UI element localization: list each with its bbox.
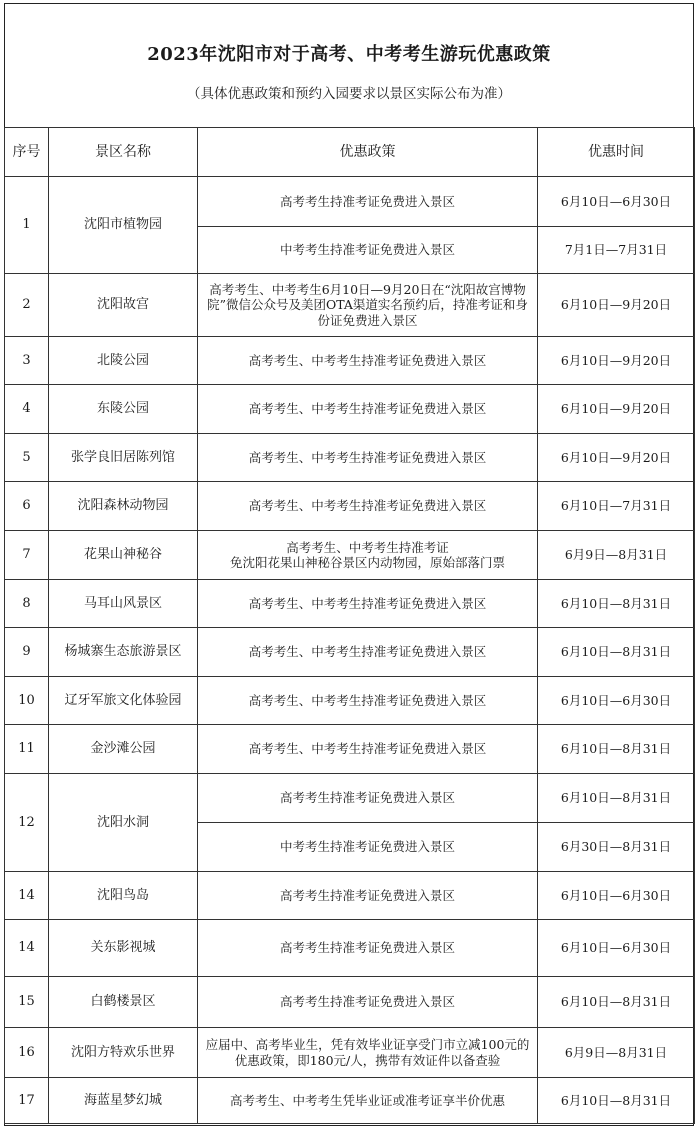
cell-time: 6月10日—8月31日 xyxy=(538,580,695,628)
cell-time: 6月10日—6月30日 xyxy=(538,920,695,977)
cell-time: 6月10日—8月31日 xyxy=(538,774,695,823)
cell-no: 15 xyxy=(5,977,49,1028)
cell-no: 8 xyxy=(5,580,49,628)
table-row xyxy=(5,977,695,1028)
table-row xyxy=(5,337,695,385)
page-title: 2023年沈阳市对于高考、中考考生游玩优惠政策 xyxy=(147,44,551,65)
cell-policy: 高考考生持准考证免费进入景区 xyxy=(198,774,538,823)
header-no: 序号 xyxy=(5,128,49,177)
table-row xyxy=(5,434,695,482)
cell-name: 白鹤楼景区 xyxy=(49,977,198,1028)
table-row xyxy=(5,677,695,725)
cell-name: 关东影视城 xyxy=(49,920,198,977)
cell-name: 沈阳故宫 xyxy=(49,274,198,337)
cell-policy: 高考考生、中考考生持准考证免费进入景区 xyxy=(198,580,538,628)
discount-policy-table xyxy=(4,127,695,1124)
cell-policy xyxy=(198,531,538,580)
cell-policy: 高考考生持准考证免费进入景区 xyxy=(198,177,538,227)
cell-name: 金沙滩公园 xyxy=(49,725,198,774)
header-name: 景区名称 xyxy=(49,128,198,177)
table-row xyxy=(5,774,695,823)
cell-policy: 高考考生持准考证免费进入景区 xyxy=(198,977,538,1028)
cell-no: 9 xyxy=(5,628,49,677)
cell-name: 沈阳森林动物园 xyxy=(49,482,198,531)
cell-time: 6月9日—8月31日 xyxy=(538,1028,695,1078)
table-row xyxy=(5,385,695,434)
cell-policy: 高考考生、中考考生持准考证免费进入景区 xyxy=(198,434,538,482)
cell-name: 海蓝星梦幻城 xyxy=(49,1078,198,1124)
cell-policy: 应届中、高考毕业生，凭有效毕业证享受门市立减100元的优惠政策，即180元/人，携带有效证件以备查验 xyxy=(198,1028,538,1078)
cell-policy: 高考考生、中考考生凭毕业证或准考证享半价优惠 xyxy=(198,1078,538,1124)
cell-policy: 高考考生、中考考生6月10日—9月20日在“沈阳故宫博物院”微信公众号及美团OTA渠道实名预约后，持准考证和身份证免费进入景区 xyxy=(198,274,538,337)
table-row xyxy=(5,177,695,227)
cell-time: 6月10日—7月31日 xyxy=(538,482,695,531)
page-subtitle: （具体优惠政策和预约入园要求以景区实际公布为准） xyxy=(187,86,511,102)
cell-time: 6月10日—8月31日 xyxy=(538,977,695,1028)
table-row xyxy=(5,1028,695,1078)
document-page xyxy=(4,3,694,1126)
table-row xyxy=(5,725,695,774)
cell-no: 16 xyxy=(5,1028,49,1078)
cell-name: 马耳山风景区 xyxy=(49,580,198,628)
table-row xyxy=(5,628,695,677)
cell-policy: 高考考生持准考证免费进入景区 xyxy=(198,920,538,977)
cell-time: 6月10日—6月30日 xyxy=(538,177,695,227)
cell-no: 3 xyxy=(5,337,49,385)
cell-no: 1 xyxy=(5,177,49,274)
cell-time: 6月9日—8月31日 xyxy=(538,531,695,580)
cell-policy: 高考考生、中考考生持准考证免费进入景区 xyxy=(198,628,538,677)
cell-no: 14 xyxy=(5,872,49,920)
cell-name: 沈阳方特欢乐世界 xyxy=(49,1028,198,1078)
cell-name: 花果山神秘谷 xyxy=(49,531,198,580)
table-row xyxy=(5,482,695,531)
table-row xyxy=(5,580,695,628)
table-row xyxy=(5,274,695,337)
policy-line: 免沈阳花果山神秘谷景区内动物园，原始部落门票 xyxy=(229,555,505,570)
cell-policy: 中考考生持准考证免费进入景区 xyxy=(198,823,538,872)
table-row xyxy=(5,531,695,580)
cell-time: 6月10日—9月20日 xyxy=(538,274,695,337)
cell-policy: 高考考生、中考考生持准考证免费进入景区 xyxy=(198,385,538,434)
document-header xyxy=(5,4,693,128)
table-row xyxy=(5,1078,695,1124)
cell-policy: 高考考生、中考考生持准考证免费进入景区 xyxy=(198,677,538,725)
cell-name: 沈阳鸟岛 xyxy=(49,872,198,920)
cell-name: 辽牙军旅文化体验园 xyxy=(49,677,198,725)
cell-time: 6月10日—9月20日 xyxy=(538,337,695,385)
cell-no: 6 xyxy=(5,482,49,531)
cell-name: 东陵公园 xyxy=(49,385,198,434)
cell-no: 2 xyxy=(5,274,49,337)
cell-no: 7 xyxy=(5,531,49,580)
table-row xyxy=(5,872,695,920)
cell-no: 14 xyxy=(5,920,49,977)
cell-policy: 高考考生、中考考生持准考证免费进入景区 xyxy=(198,482,538,531)
cell-name: 沈阳市植物园 xyxy=(49,177,198,274)
cell-no: 11 xyxy=(5,725,49,774)
cell-time: 6月10日—6月30日 xyxy=(538,677,695,725)
cell-no: 12 xyxy=(5,774,49,872)
cell-no: 5 xyxy=(5,434,49,482)
header-policy: 优惠政策 xyxy=(198,128,538,177)
cell-policy: 高考考生、中考考生持准考证免费进入景区 xyxy=(198,725,538,774)
cell-name: 北陵公园 xyxy=(49,337,198,385)
cell-name: 杨城寨生态旅游景区 xyxy=(49,628,198,677)
cell-name: 张学良旧居陈列馆 xyxy=(49,434,198,482)
cell-time: 6月10日—9月20日 xyxy=(538,434,695,482)
table-row xyxy=(5,920,695,977)
cell-policy: 高考考生、中考考生持准考证免费进入景区 xyxy=(198,337,538,385)
cell-policy: 中考考生持准考证免费进入景区 xyxy=(198,227,538,274)
cell-time: 6月10日—6月30日 xyxy=(538,872,695,920)
cell-no: 17 xyxy=(5,1078,49,1124)
cell-time: 6月10日—8月31日 xyxy=(538,628,695,677)
cell-no: 4 xyxy=(5,385,49,434)
cell-time: 6月10日—9月20日 xyxy=(538,385,695,434)
cell-policy: 高考考生持准考证免费进入景区 xyxy=(198,872,538,920)
cell-time: 6月10日—8月31日 xyxy=(538,725,695,774)
header-time: 优惠时间 xyxy=(538,128,695,177)
cell-no: 10 xyxy=(5,677,49,725)
cell-time: 7月1日—7月31日 xyxy=(538,227,695,274)
cell-time: 6月30日—8月31日 xyxy=(538,823,695,872)
table-header-row xyxy=(5,128,695,177)
cell-time: 6月10日—8月31日 xyxy=(538,1078,695,1124)
policy-line: 高考考生、中考考生持准考证 xyxy=(286,539,449,555)
cell-name: 沈阳水洞 xyxy=(49,774,198,872)
